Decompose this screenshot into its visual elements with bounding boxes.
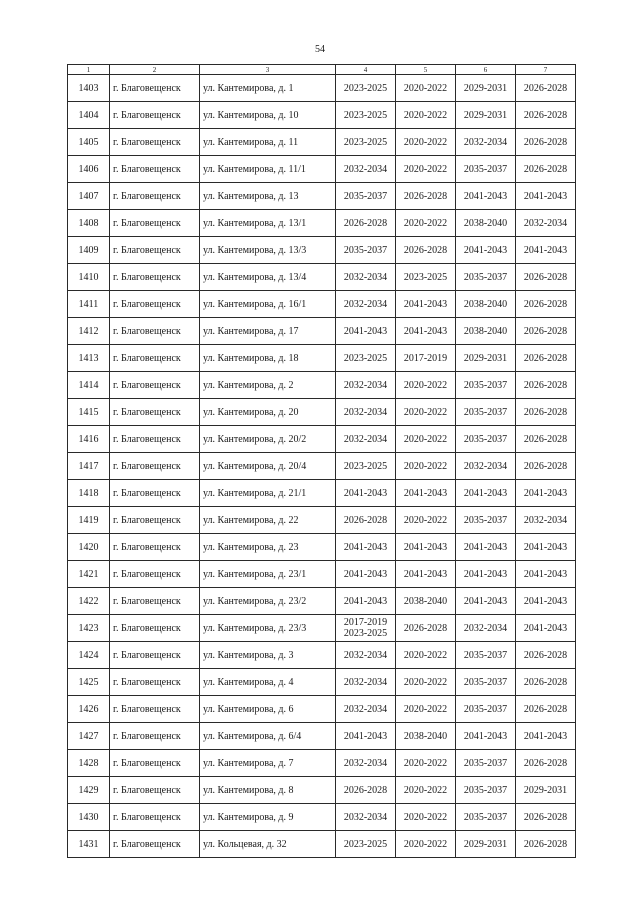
period-cell-col5: 2038-2040 <box>396 588 456 615</box>
row-number-cell: 1410 <box>68 264 110 291</box>
period-value: 2032-2034 <box>343 271 388 283</box>
address-cell: ул. Кантемирова, д. 2 <box>200 372 336 399</box>
period-value: 2026-2028 <box>343 514 388 526</box>
city-cell: г. Благовещенск <box>110 561 200 588</box>
address-cell: ул. Кантемирова, д. 20 <box>200 399 336 426</box>
period-cell-col4 <box>336 642 396 669</box>
period-cell-col4 <box>336 723 396 750</box>
address-cell: ул. Кольцевая, д. 32 <box>200 831 336 858</box>
table-row <box>68 102 576 129</box>
address-cell: ул. Кантемирова, д. 21/1 <box>200 480 336 507</box>
address-cell: ул. Кантемирова, д. 20/4 <box>200 453 336 480</box>
city-cell: г. Благовещенск <box>110 264 200 291</box>
period-cell-col6: 2041-2043 <box>456 588 516 615</box>
row-number-cell: 1418 <box>68 480 110 507</box>
table-row <box>68 399 576 426</box>
city-cell: г. Благовещенск <box>110 399 200 426</box>
column-number-row <box>68 65 576 75</box>
period-value: 2041-2043 <box>343 487 388 499</box>
period-cell-col5: 2020-2022 <box>396 75 456 102</box>
column-header: 4 <box>336 65 396 75</box>
period-cell-col7: 2026-2028 <box>516 831 576 858</box>
period-cell-col6: 2035-2037 <box>456 804 516 831</box>
column-header: 5 <box>396 65 456 75</box>
period-cell-col4 <box>336 102 396 129</box>
period-cell-col6: 2035-2037 <box>456 750 516 777</box>
row-number-cell: 1414 <box>68 372 110 399</box>
period-cell-col5: 2020-2022 <box>396 507 456 534</box>
period-cell-col6: 2035-2037 <box>456 696 516 723</box>
period-cell-col6: 2041-2043 <box>456 183 516 210</box>
row-number-cell: 1423 <box>68 615 110 642</box>
period-value: 2035-2037 <box>343 244 388 256</box>
row-number-cell: 1420 <box>68 534 110 561</box>
city-cell: г. Благовещенск <box>110 696 200 723</box>
period-cell-col6: 2029-2031 <box>456 75 516 102</box>
period-value: 2041-2043 <box>343 325 388 337</box>
city-cell: г. Благовещенск <box>110 750 200 777</box>
period-value: 2023-2025 <box>343 82 388 94</box>
period-value: 2032-2034 <box>343 379 388 391</box>
period-value: 2017-2019 <box>343 617 388 628</box>
period-cell-col5: 2041-2043 <box>396 561 456 588</box>
period-cell-col4 <box>336 831 396 858</box>
period-cell-col7: 2026-2028 <box>516 399 576 426</box>
address-cell: ул. Кантемирова, д. 6 <box>200 696 336 723</box>
period-cell-col5: 2038-2040 <box>396 723 456 750</box>
table-row <box>68 750 576 777</box>
period-cell-col5: 2041-2043 <box>396 480 456 507</box>
period-cell-col6: 2041-2043 <box>456 480 516 507</box>
table-row <box>68 372 576 399</box>
period-cell-col5: 2041-2043 <box>396 318 456 345</box>
table-row <box>68 777 576 804</box>
period-cell-col7: 2026-2028 <box>516 264 576 291</box>
city-cell: г. Благовещенск <box>110 291 200 318</box>
table-row <box>68 291 576 318</box>
row-number-cell: 1405 <box>68 129 110 156</box>
period-cell-col6: 2041-2043 <box>456 561 516 588</box>
row-number-cell: 1430 <box>68 804 110 831</box>
period-cell-col4 <box>336 561 396 588</box>
table-row <box>68 696 576 723</box>
period-cell-col7: 2026-2028 <box>516 453 576 480</box>
city-cell: г. Благовещенск <box>110 723 200 750</box>
address-cell: ул. Кантемирова, д. 13/1 <box>200 210 336 237</box>
city-cell: г. Благовещенск <box>110 507 200 534</box>
table-row <box>68 615 576 642</box>
period-cell-col7: 2026-2028 <box>516 372 576 399</box>
period-cell-col7: 2041-2043 <box>516 480 576 507</box>
address-cell: ул. Кантемирова, д. 4 <box>200 669 336 696</box>
table-row <box>68 588 576 615</box>
period-cell-col6: 2032-2034 <box>456 129 516 156</box>
period-value: 2032-2034 <box>343 163 388 175</box>
table-row <box>68 561 576 588</box>
table-row <box>68 183 576 210</box>
period-cell-col7: 2026-2028 <box>516 750 576 777</box>
period-cell-col6: 2029-2031 <box>456 102 516 129</box>
row-number-cell: 1425 <box>68 669 110 696</box>
table-row <box>68 156 576 183</box>
city-cell: г. Благовещенск <box>110 426 200 453</box>
city-cell: г. Благовещенск <box>110 345 200 372</box>
period-cell-col6: 2038-2040 <box>456 210 516 237</box>
column-header: 6 <box>456 65 516 75</box>
period-cell-col5: 2020-2022 <box>396 156 456 183</box>
address-cell: ул. Кантемирова, д. 23/3 <box>200 615 336 642</box>
row-number-cell: 1406 <box>68 156 110 183</box>
period-cell-col5: 2020-2022 <box>396 102 456 129</box>
period-cell-col6: 2032-2034 <box>456 615 516 642</box>
period-cell-col5: 2020-2022 <box>396 831 456 858</box>
city-cell: г. Благовещенск <box>110 588 200 615</box>
row-number-cell: 1424 <box>68 642 110 669</box>
period-cell-col6: 2041-2043 <box>456 723 516 750</box>
city-cell: г. Благовещенск <box>110 669 200 696</box>
period-cell-col4 <box>336 750 396 777</box>
period-value: 2032-2034 <box>343 676 388 688</box>
period-cell-col6: 2035-2037 <box>456 399 516 426</box>
period-cell-col7: 2026-2028 <box>516 426 576 453</box>
period-cell-col4 <box>336 372 396 399</box>
city-cell: г. Благовещенск <box>110 480 200 507</box>
city-cell: г. Благовещенск <box>110 183 200 210</box>
period-cell-col4 <box>336 426 396 453</box>
address-cell: ул. Кантемирова, д. 1 <box>200 75 336 102</box>
table-row <box>68 264 576 291</box>
column-header: 7 <box>516 65 576 75</box>
address-cell: ул. Кантемирова, д. 17 <box>200 318 336 345</box>
row-number-cell: 1431 <box>68 831 110 858</box>
period-value: 2035-2037 <box>343 190 388 202</box>
row-number-cell: 1407 <box>68 183 110 210</box>
period-value: 2032-2034 <box>343 433 388 445</box>
period-value: 2023-2025 <box>343 838 388 850</box>
period-cell-col4 <box>336 480 396 507</box>
city-cell: г. Благовещенск <box>110 75 200 102</box>
period-cell-col6: 2035-2037 <box>456 426 516 453</box>
row-number-cell: 1419 <box>68 507 110 534</box>
period-value: 2041-2043 <box>343 568 388 580</box>
period-cell-col5: 2026-2028 <box>396 237 456 264</box>
period-cell-col5: 2020-2022 <box>396 453 456 480</box>
table-body <box>68 75 576 858</box>
period-cell-col4 <box>336 588 396 615</box>
period-cell-col4 <box>336 345 396 372</box>
period-value: 2041-2043 <box>343 541 388 553</box>
period-cell-col4 <box>336 318 396 345</box>
period-cell-col7: 2026-2028 <box>516 804 576 831</box>
city-cell: г. Благовещенск <box>110 642 200 669</box>
page-number: 54 <box>315 44 325 55</box>
period-cell-col7: 2041-2043 <box>516 183 576 210</box>
row-number-cell: 1422 <box>68 588 110 615</box>
period-cell-col4 <box>336 804 396 831</box>
row-number-cell: 1417 <box>68 453 110 480</box>
period-cell-col5: 2041-2043 <box>396 534 456 561</box>
period-cell-col4 <box>336 264 396 291</box>
address-cell: ул. Кантемирова, д. 23/2 <box>200 588 336 615</box>
table-row <box>68 831 576 858</box>
table-row <box>68 642 576 669</box>
period-cell-col6: 2035-2037 <box>456 156 516 183</box>
period-cell-col7: 2026-2028 <box>516 102 576 129</box>
row-number-cell: 1426 <box>68 696 110 723</box>
period-cell-col6: 2035-2037 <box>456 264 516 291</box>
address-cell: ул. Кантемирова, д. 16/1 <box>200 291 336 318</box>
period-cell-col7: 2032-2034 <box>516 210 576 237</box>
table-row <box>68 345 576 372</box>
address-cell: ул. Кантемирова, д. 8 <box>200 777 336 804</box>
period-value: 2023-2025 <box>343 136 388 148</box>
table-row <box>68 237 576 264</box>
period-cell-col6: 2041-2043 <box>456 237 516 264</box>
period-cell-col6: 2038-2040 <box>456 291 516 318</box>
period-value: 2026-2028 <box>343 217 388 229</box>
row-number-cell: 1415 <box>68 399 110 426</box>
city-cell: г. Благовещенск <box>110 615 200 642</box>
period-cell-col4 <box>336 669 396 696</box>
period-cell-col4 <box>336 696 396 723</box>
address-cell: ул. Кантемирова, д. 23 <box>200 534 336 561</box>
period-cell-col5: 2023-2025 <box>396 264 456 291</box>
period-cell-col7: 2026-2028 <box>516 75 576 102</box>
row-number-cell: 1413 <box>68 345 110 372</box>
period-cell-col7: 2041-2043 <box>516 534 576 561</box>
city-cell: г. Благовещенск <box>110 156 200 183</box>
period-cell-col6: 2035-2037 <box>456 642 516 669</box>
table-row <box>68 75 576 102</box>
column-header: 3 <box>200 65 336 75</box>
address-cell: ул. Кантемирова, д. 13/3 <box>200 237 336 264</box>
period-cell-col6: 2029-2031 <box>456 345 516 372</box>
period-cell-col6: 2035-2037 <box>456 507 516 534</box>
period-cell-col4 <box>336 129 396 156</box>
period-cell-col4 <box>336 156 396 183</box>
period-value: 2023-2025 <box>343 352 388 364</box>
period-value: 2032-2034 <box>343 298 388 310</box>
period-cell-col6: 2041-2043 <box>456 534 516 561</box>
city-cell: г. Благовещенск <box>110 534 200 561</box>
row-number-cell: 1404 <box>68 102 110 129</box>
row-number-cell: 1421 <box>68 561 110 588</box>
row-number-cell: 1427 <box>68 723 110 750</box>
period-cell-col6: 2035-2037 <box>456 669 516 696</box>
period-cell-col5: 2020-2022 <box>396 669 456 696</box>
period-cell-col4 <box>336 534 396 561</box>
period-value: 2041-2043 <box>343 595 388 607</box>
city-cell: г. Благовещенск <box>110 777 200 804</box>
period-cell-col7: 2026-2028 <box>516 156 576 183</box>
schedule-table <box>67 64 576 858</box>
table-row <box>68 534 576 561</box>
period-cell-col6: 2038-2040 <box>456 318 516 345</box>
period-cell-col5: 2020-2022 <box>396 696 456 723</box>
city-cell: г. Благовещенск <box>110 831 200 858</box>
city-cell: г. Благовещенск <box>110 453 200 480</box>
city-cell: г. Благовещенск <box>110 129 200 156</box>
period-cell-col7: 2026-2028 <box>516 642 576 669</box>
row-number-cell: 1411 <box>68 291 110 318</box>
period-cell-col7: 2026-2028 <box>516 669 576 696</box>
period-value: 2032-2034 <box>343 406 388 418</box>
table-row <box>68 426 576 453</box>
period-cell-col6: 2035-2037 <box>456 372 516 399</box>
period-value: 2032-2034 <box>343 649 388 661</box>
table-row <box>68 480 576 507</box>
table-row <box>68 453 576 480</box>
table-row <box>68 129 576 156</box>
period-cell-col5: 2020-2022 <box>396 642 456 669</box>
period-cell-col7: 2032-2034 <box>516 507 576 534</box>
city-cell: г. Благовещенск <box>110 318 200 345</box>
period-cell-col6: 2029-2031 <box>456 831 516 858</box>
period-cell-col7: 2026-2028 <box>516 696 576 723</box>
address-cell: ул. Кантемирова, д. 20/2 <box>200 426 336 453</box>
period-value: 2032-2034 <box>343 703 388 715</box>
address-cell: ул. Кантемирова, д. 11 <box>200 129 336 156</box>
period-cell-col7: 2026-2028 <box>516 345 576 372</box>
period-cell-col7: 2026-2028 <box>516 129 576 156</box>
city-cell: г. Благовещенск <box>110 102 200 129</box>
period-value: 2032-2034 <box>343 757 388 769</box>
address-cell: ул. Кантемирова, д. 10 <box>200 102 336 129</box>
address-cell: ул. Кантемирова, д. 22 <box>200 507 336 534</box>
address-cell: ул. Кантемирова, д. 9 <box>200 804 336 831</box>
period-cell-col4 <box>336 183 396 210</box>
period-value: 2023-2025 <box>343 460 388 472</box>
period-cell-col5: 2020-2022 <box>396 426 456 453</box>
period-cell-col7: 2026-2028 <box>516 291 576 318</box>
period-cell-col5: 2020-2022 <box>396 399 456 426</box>
period-cell-col5: 2017-2019 <box>396 345 456 372</box>
period-cell-col5: 2041-2043 <box>396 291 456 318</box>
table-row <box>68 669 576 696</box>
city-cell: г. Благовещенск <box>110 372 200 399</box>
period-cell-col6: 2035-2037 <box>456 777 516 804</box>
address-cell: ул. Кантемирова, д. 18 <box>200 345 336 372</box>
table-row <box>68 723 576 750</box>
column-header: 1 <box>68 65 110 75</box>
period-cell-col5: 2020-2022 <box>396 777 456 804</box>
period-value: 2032-2034 <box>343 811 388 823</box>
period-cell-col5: 2026-2028 <box>396 615 456 642</box>
row-number-cell: 1428 <box>68 750 110 777</box>
period-cell-col4 <box>336 291 396 318</box>
address-cell: ул. Кантемирова, д. 13 <box>200 183 336 210</box>
period-cell-col7: 2041-2043 <box>516 588 576 615</box>
period-value: 2023-2025 <box>343 628 388 639</box>
period-cell-col7: 2041-2043 <box>516 561 576 588</box>
period-cell-col4 <box>336 777 396 804</box>
row-number-cell: 1429 <box>68 777 110 804</box>
period-value: 2041-2043 <box>343 730 388 742</box>
row-number-cell: 1412 <box>68 318 110 345</box>
city-cell: г. Благовещенск <box>110 804 200 831</box>
row-number-cell: 1408 <box>68 210 110 237</box>
city-cell: г. Благовещенск <box>110 237 200 264</box>
table-row <box>68 804 576 831</box>
table-row <box>68 210 576 237</box>
period-cell-col4 <box>336 210 396 237</box>
address-cell: ул. Кантемирова, д. 7 <box>200 750 336 777</box>
period-cell-col4 <box>336 75 396 102</box>
row-number-cell: 1416 <box>68 426 110 453</box>
table-row <box>68 318 576 345</box>
row-number-cell: 1409 <box>68 237 110 264</box>
period-cell-col7: 2029-2031 <box>516 777 576 804</box>
row-number-cell: 1403 <box>68 75 110 102</box>
city-cell: г. Благовещенск <box>110 210 200 237</box>
period-value: 2023-2025 <box>343 109 388 121</box>
address-cell: ул. Кантемирова, д. 6/4 <box>200 723 336 750</box>
address-cell: ул. Кантемирова, д. 23/1 <box>200 561 336 588</box>
period-value: 2026-2028 <box>343 784 388 796</box>
period-cell-col4 <box>336 453 396 480</box>
period-cell-col4 <box>336 399 396 426</box>
address-cell: ул. Кантемирова, д. 13/4 <box>200 264 336 291</box>
period-cell-col5: 2020-2022 <box>396 750 456 777</box>
address-cell: ул. Кантемирова, д. 3 <box>200 642 336 669</box>
period-cell-col5: 2020-2022 <box>396 129 456 156</box>
column-header: 2 <box>110 65 200 75</box>
period-cell-col4 <box>336 237 396 264</box>
period-cell-col5: 2026-2028 <box>396 183 456 210</box>
period-cell-col7: 2026-2028 <box>516 318 576 345</box>
period-cell-col4 <box>336 615 396 642</box>
period-cell-col5: 2020-2022 <box>396 372 456 399</box>
period-cell-col7: 2041-2043 <box>516 237 576 264</box>
period-cell-col7: 2041-2043 <box>516 723 576 750</box>
period-cell-col5: 2020-2022 <box>396 210 456 237</box>
period-cell-col5: 2020-2022 <box>396 804 456 831</box>
period-cell-col7: 2041-2043 <box>516 615 576 642</box>
period-cell-col4 <box>336 507 396 534</box>
period-cell-col6: 2032-2034 <box>456 453 516 480</box>
table-row <box>68 507 576 534</box>
address-cell: ул. Кантемирова, д. 11/1 <box>200 156 336 183</box>
